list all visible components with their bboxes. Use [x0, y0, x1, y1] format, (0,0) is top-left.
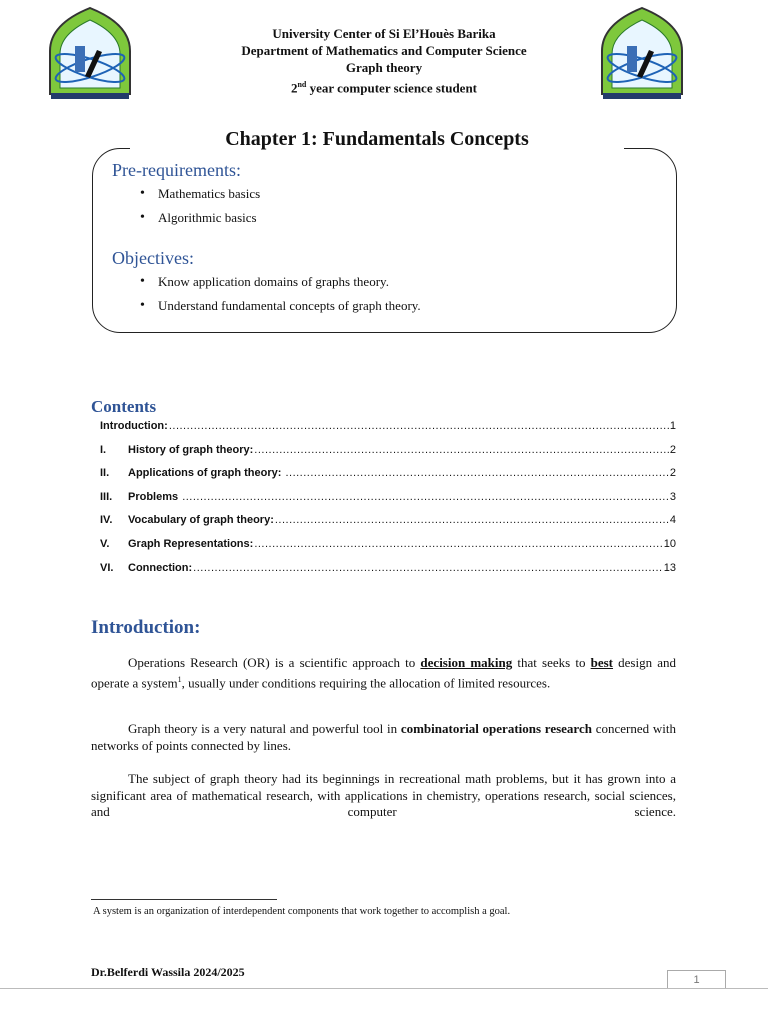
footer-divider	[0, 988, 768, 989]
list-item: • Understand fundamental concepts of graph theory.	[136, 294, 652, 318]
page-number: 1	[667, 970, 726, 988]
toc-entry-problems[interactable]: III. Problems ..... 3	[100, 491, 676, 515]
toc-entry-representations[interactable]: V. Graph Representations: ..... 10	[100, 538, 676, 562]
list-item: • Know application domains of graphs theory.	[136, 270, 652, 294]
objectives-section	[112, 248, 652, 318]
introduction-heading: Introduction:	[91, 617, 201, 638]
toc-entry-history[interactable]: I. History of graph theory: ..... 2	[100, 444, 676, 468]
prerequirements-list	[136, 182, 652, 230]
intro-paragraph-1: Operations Research (OR) is a scientific approach to decision making that seeks to best design and operate a system$^1$, usually under conditions requiring the allocation of limited resources.	[91, 655, 677, 690]
left-logo	[45, 6, 135, 100]
document-header	[150, 25, 618, 96]
objectives-heading: Objectives:	[112, 248, 194, 268]
toc-entry-applications[interactable]: II. Applications of graph theory: ..... 2	[100, 467, 676, 491]
student-year: 2nd year computer science student	[290, 80, 478, 96]
list-item: • Mathematics basics	[136, 182, 652, 206]
toc-entry-vocabulary[interactable]: IV. Vocabulary of graph theory: ..... 4	[100, 514, 676, 538]
prerequirements-heading: Pre-requirements:	[112, 160, 241, 180]
contents-title: Contents	[91, 397, 157, 416]
chapter-title: Chapter 1: Fundamentals Concepts	[225, 128, 529, 150]
list-item: • Algorithmic basics	[136, 206, 652, 230]
prerequirements-section	[112, 160, 652, 230]
intro-paragraph-2: Graph theory is a very natural and powerful tool in combinatorial operations research concerned with networks of points connected by lines.	[91, 721, 676, 753]
table-of-contents	[100, 420, 676, 585]
university-name: University Center of Si El’Houès Barika	[272, 26, 496, 41]
footnote-separator	[91, 899, 277, 900]
course-name: Graph theory	[345, 60, 423, 75]
department-name: Department of Mathematics and Computer Science	[241, 43, 527, 58]
objectives-list	[136, 270, 652, 318]
toc-entry-connection[interactable]: VI. Connection: ..... 13	[100, 562, 676, 586]
toc-entry-introduction[interactable]: Introduction: ..... 1	[100, 420, 676, 444]
footer-author: Dr.Belferdi Wassila 2024/2025	[91, 965, 245, 979]
intro-paragraph-3: The subject of graph theory had its beginnings in recreational math problems, but it has grown into a significant area of mathematical research, with applications in chemistry, operations research, social sciences, and computer science.	[91, 771, 676, 819]
footnote: A system is an organization of interdependent components that work together to accomplish a goal.	[93, 906, 511, 917]
